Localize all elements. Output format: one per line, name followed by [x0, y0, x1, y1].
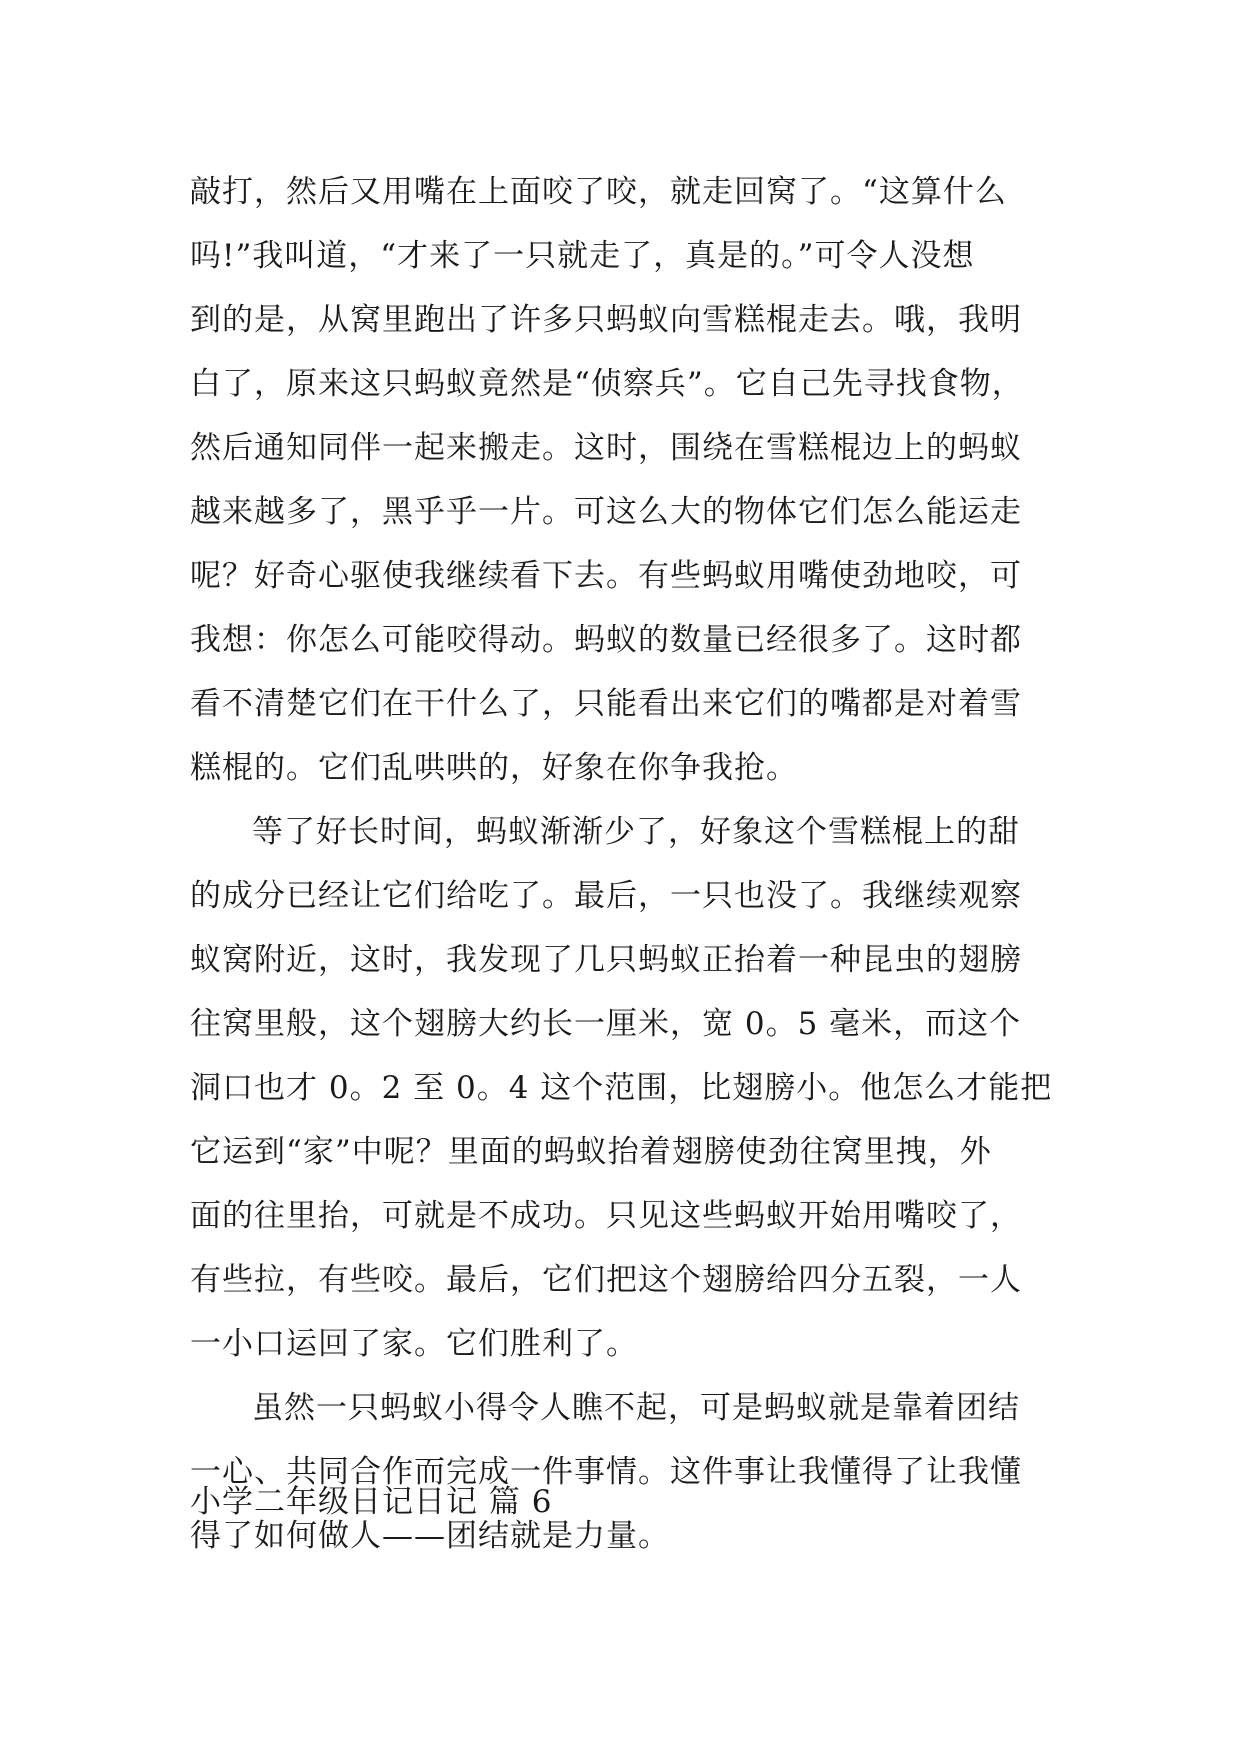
section-heading: 小学二年级日记日记 篇 6 — [190, 1484, 553, 1520]
text-line: 的成分已经让它们给吃了。最后，一只也没了。我继续观察 — [190, 878, 1022, 914]
text-line: 往窝里般，这个翅膀大约长一厘米，宽 0。5 毫米，而这个 — [190, 1006, 1022, 1042]
text-line: 敲打，然后又用嘴在上面咬了咬，就走回窝了。“这算什么 — [190, 174, 1007, 210]
text-line: 等了好长时间，蚂蚁渐渐少了，好象这个雪糕棍上的甜 — [252, 814, 1020, 850]
text-line: 得了如何做人——团结就是力量。 — [190, 1518, 670, 1554]
text-line: 虽然一只蚂蚁小得令人瞧不起，可是蚂蚁就是靠着团结 — [252, 1390, 1020, 1426]
text-line: 越来越多了，黑乎乎一片。可这么大的物体它们怎么能运走 — [190, 494, 1022, 530]
text-line: 到的是，从窝里跑出了许多只蚂蚁向雪糕棍走去。哦，我明 — [190, 302, 1022, 338]
text-line: 面的往里抬，可就是不成功。只见这些蚂蚁开始用嘴咬了， — [190, 1198, 1022, 1234]
text-line: 一小口运回了家。它们胜利了。 — [190, 1326, 638, 1362]
text-line: 它运到“家”中呢？里面的蚂蚁抬着翅膀使劲往窝里拽，外 — [190, 1134, 992, 1170]
text-line: 然后通知同伴一起来搬走。这时，围绕在雪糕棍边上的蚂蚁 — [190, 430, 1022, 466]
text-line: 糕棍的。它们乱哄哄的，好象在你争我抢。 — [190, 750, 798, 786]
diary-body — [190, 160, 1060, 1568]
text-line: 洞口也才 0。2 至 0。4 这个范围，比翅膀小。他怎么才能把 — [190, 1070, 1053, 1106]
text-line: 吗!”我叫道，“才来了一只就走了，真是的。”可令人没想 — [190, 238, 975, 274]
text-line: 蚁窝附近，这时，我发现了几只蚂蚁正抬着一种昆虫的翅膀 — [190, 942, 1022, 978]
text-line: 看不清楚它们在干什么了，只能看出来它们的嘴都是对着雪 — [190, 686, 1022, 722]
text-line: 白了，原来这只蚂蚁竟然是“侦察兵”。它自己先寻找食物， — [190, 366, 1024, 402]
text-line: 我想：你怎么可能咬得动。蚂蚁的数量已经很多了。这时都 — [190, 622, 1022, 658]
text-line: 有些拉，有些咬。最后，它们把这个翅膀给四分五裂，一人 — [190, 1262, 1022, 1298]
text-line: 一心、共同合作而完成一件事情。这件事让我懂得了让我懂 — [190, 1454, 1022, 1490]
text-line: 呢？好奇心驱使我继续看下去。有些蚂蚁用嘴使劲地咬，可 — [190, 558, 1022, 594]
